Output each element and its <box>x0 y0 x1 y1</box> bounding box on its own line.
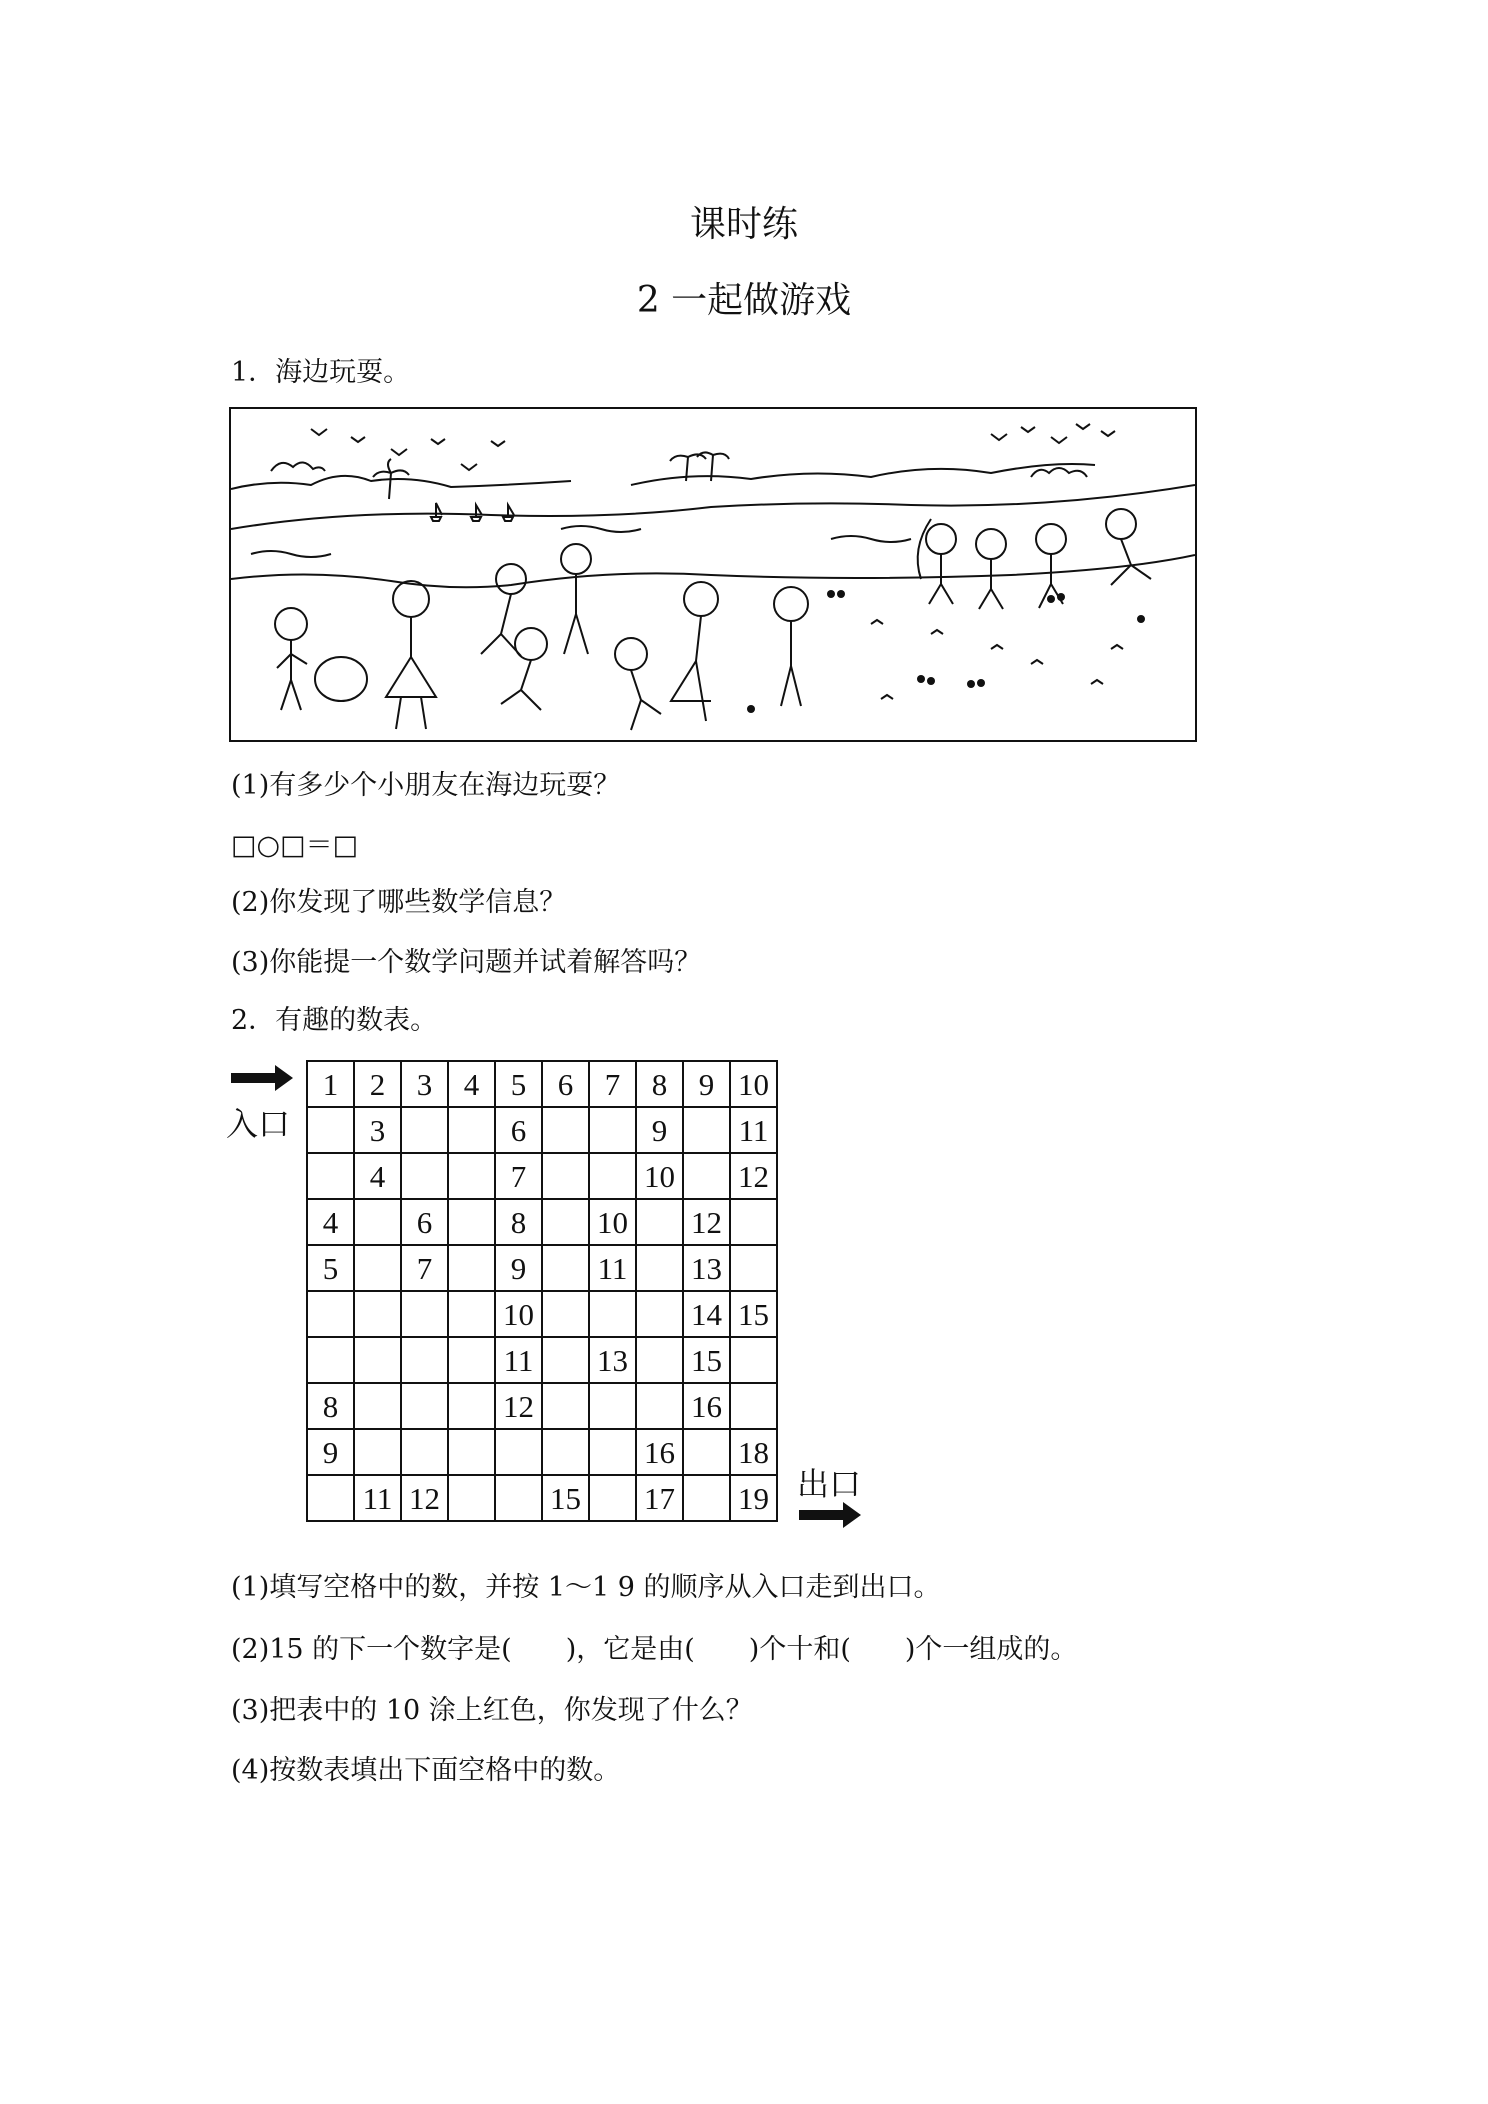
children-figures <box>275 509 1151 730</box>
table-cell-blank <box>542 1429 589 1475</box>
table-cell-blank <box>448 1291 495 1337</box>
table-cell: 17 <box>636 1475 683 1521</box>
table-row <box>307 1245 777 1291</box>
table-cell: 11 <box>730 1107 777 1153</box>
exit-label: 出口 <box>797 1465 862 1503</box>
table-cell-blank <box>542 1383 589 1429</box>
table-cell-blank <box>448 1153 495 1199</box>
table-cell-blank <box>636 1337 683 1383</box>
table-cell: 13 <box>683 1245 730 1291</box>
table-cell-blank <box>401 1291 448 1337</box>
beach-scene-illustration <box>229 407 1197 742</box>
page-subtitle: 2 一起做游戏 <box>636 280 852 321</box>
table-cell-blank <box>730 1383 777 1429</box>
table-row <box>307 1153 777 1199</box>
table-row <box>307 1291 777 1337</box>
table-cell: 12 <box>495 1383 542 1429</box>
table-cell-blank <box>401 1337 448 1383</box>
table-cell: 9 <box>683 1061 730 1107</box>
table-cell-blank <box>448 1199 495 1245</box>
table-cell: 4 <box>307 1199 354 1245</box>
table-cell-blank <box>589 1383 636 1429</box>
table-cell-blank <box>730 1337 777 1383</box>
q1-item-3: (3)你能提一个数学问题并试着解答吗？ <box>231 947 702 978</box>
table-cell-blank <box>730 1199 777 1245</box>
number-table <box>306 1060 778 1522</box>
table-cell-blank <box>401 1153 448 1199</box>
table-cell-blank <box>307 1475 354 1521</box>
q1-item-1: (1)有多少个小朋友在海边玩耍？ <box>231 770 621 801</box>
question-2-heading: 2．有趣的数表。 <box>231 1005 438 1036</box>
table-cell: 3 <box>354 1107 401 1153</box>
table-cell: 6 <box>542 1061 589 1107</box>
table-cell-blank <box>589 1475 636 1521</box>
table-cell-blank <box>542 1199 589 1245</box>
table-cell-blank <box>448 1245 495 1291</box>
exit-arrow-icon <box>799 1500 863 1530</box>
table-cell-blank <box>542 1245 589 1291</box>
table-cell: 12 <box>683 1199 730 1245</box>
table-cell-blank <box>354 1291 401 1337</box>
table-cell-blank <box>495 1475 542 1521</box>
entrance-arrow-icon <box>231 1063 295 1093</box>
table-cell-blank <box>401 1429 448 1475</box>
page-title: 课时练 <box>689 204 798 245</box>
table-cell-blank <box>354 1383 401 1429</box>
table-cell-blank <box>589 1107 636 1153</box>
table-cell: 5 <box>307 1245 354 1291</box>
table-cell-blank <box>307 1291 354 1337</box>
table-cell-blank <box>401 1107 448 1153</box>
table-cell: 7 <box>495 1153 542 1199</box>
table-cell: 11 <box>495 1337 542 1383</box>
table-row <box>307 1475 777 1521</box>
table-cell-blank <box>589 1153 636 1199</box>
table-cell-blank <box>589 1429 636 1475</box>
table-cell-blank <box>448 1107 495 1153</box>
table-cell-blank <box>636 1291 683 1337</box>
table-cell: 3 <box>401 1061 448 1107</box>
table-cell-blank <box>542 1337 589 1383</box>
table-cell: 4 <box>448 1061 495 1107</box>
table-cell-blank <box>636 1199 683 1245</box>
table-cell: 10 <box>495 1291 542 1337</box>
table-cell-blank <box>401 1383 448 1429</box>
q2-item-2: (2)15 的下一个数字是( )，它是由( )个十和( )个一组成的。 <box>231 1634 1078 1665</box>
table-cell: 12 <box>730 1153 777 1199</box>
table-cell: 9 <box>495 1245 542 1291</box>
table-cell-blank <box>542 1153 589 1199</box>
table-cell: 12 <box>401 1475 448 1521</box>
table-cell: 18 <box>730 1429 777 1475</box>
table-cell-blank <box>448 1383 495 1429</box>
table-cell: 16 <box>683 1383 730 1429</box>
table-cell: 8 <box>307 1383 354 1429</box>
table-cell: 10 <box>589 1199 636 1245</box>
table-cell: 8 <box>495 1199 542 1245</box>
table-row <box>307 1061 777 1107</box>
table-row <box>307 1107 777 1153</box>
table-cell-blank <box>307 1153 354 1199</box>
table-cell: 16 <box>636 1429 683 1475</box>
table-cell: 9 <box>636 1107 683 1153</box>
table-cell-blank <box>683 1429 730 1475</box>
table-cell-blank <box>683 1153 730 1199</box>
table-cell: 14 <box>683 1291 730 1337</box>
q1-equation-template: □○□＝□ <box>231 830 359 861</box>
table-cell: 15 <box>683 1337 730 1383</box>
entrance-label: 入口 <box>226 1105 291 1143</box>
table-cell: 11 <box>354 1475 401 1521</box>
table-cell-blank <box>354 1245 401 1291</box>
table-cell-blank <box>354 1337 401 1383</box>
question-1-heading: 1．海边玩耍。 <box>231 357 411 388</box>
q2-item-3: (3)把表中的 10 涂上红色，你发现了什么？ <box>231 1695 753 1726</box>
table-row <box>307 1383 777 1429</box>
table-cell-blank <box>683 1475 730 1521</box>
q2-item-1: (1)填写空格中的数，并按 1～1 9 的顺序从入口走到出口。 <box>231 1572 941 1603</box>
table-cell: 1 <box>307 1061 354 1107</box>
table-cell: 7 <box>589 1061 636 1107</box>
table-cell-blank <box>448 1429 495 1475</box>
table-cell: 15 <box>542 1475 589 1521</box>
table-cell: 2 <box>354 1061 401 1107</box>
table-cell-blank <box>448 1475 495 1521</box>
table-cell: 10 <box>730 1061 777 1107</box>
table-cell-blank <box>495 1429 542 1475</box>
table-cell-blank <box>354 1199 401 1245</box>
table-cell: 8 <box>636 1061 683 1107</box>
table-row <box>307 1429 777 1475</box>
table-cell: 4 <box>354 1153 401 1199</box>
table-cell: 10 <box>636 1153 683 1199</box>
table-cell-blank <box>636 1245 683 1291</box>
q2-item-4: (4)按数表填出下面空格中的数。 <box>231 1755 621 1786</box>
table-cell: 11 <box>589 1245 636 1291</box>
table-cell-blank <box>542 1291 589 1337</box>
table-row <box>307 1199 777 1245</box>
table-cell: 19 <box>730 1475 777 1521</box>
table-cell-blank <box>636 1383 683 1429</box>
table-cell-blank <box>730 1245 777 1291</box>
table-cell-blank <box>448 1337 495 1383</box>
table-cell-blank <box>307 1107 354 1153</box>
table-cell-blank <box>589 1291 636 1337</box>
table-cell-blank <box>683 1107 730 1153</box>
table-row <box>307 1337 777 1383</box>
table-cell: 6 <box>401 1199 448 1245</box>
table-cell-blank <box>542 1107 589 1153</box>
table-cell: 9 <box>307 1429 354 1475</box>
q1-item-2: (2)你发现了哪些数学信息？ <box>231 887 567 918</box>
table-cell: 5 <box>495 1061 542 1107</box>
table-cell: 6 <box>495 1107 542 1153</box>
table-cell: 15 <box>730 1291 777 1337</box>
table-cell: 13 <box>589 1337 636 1383</box>
table-cell: 7 <box>401 1245 448 1291</box>
table-cell-blank <box>307 1337 354 1383</box>
table-cell-blank <box>354 1429 401 1475</box>
